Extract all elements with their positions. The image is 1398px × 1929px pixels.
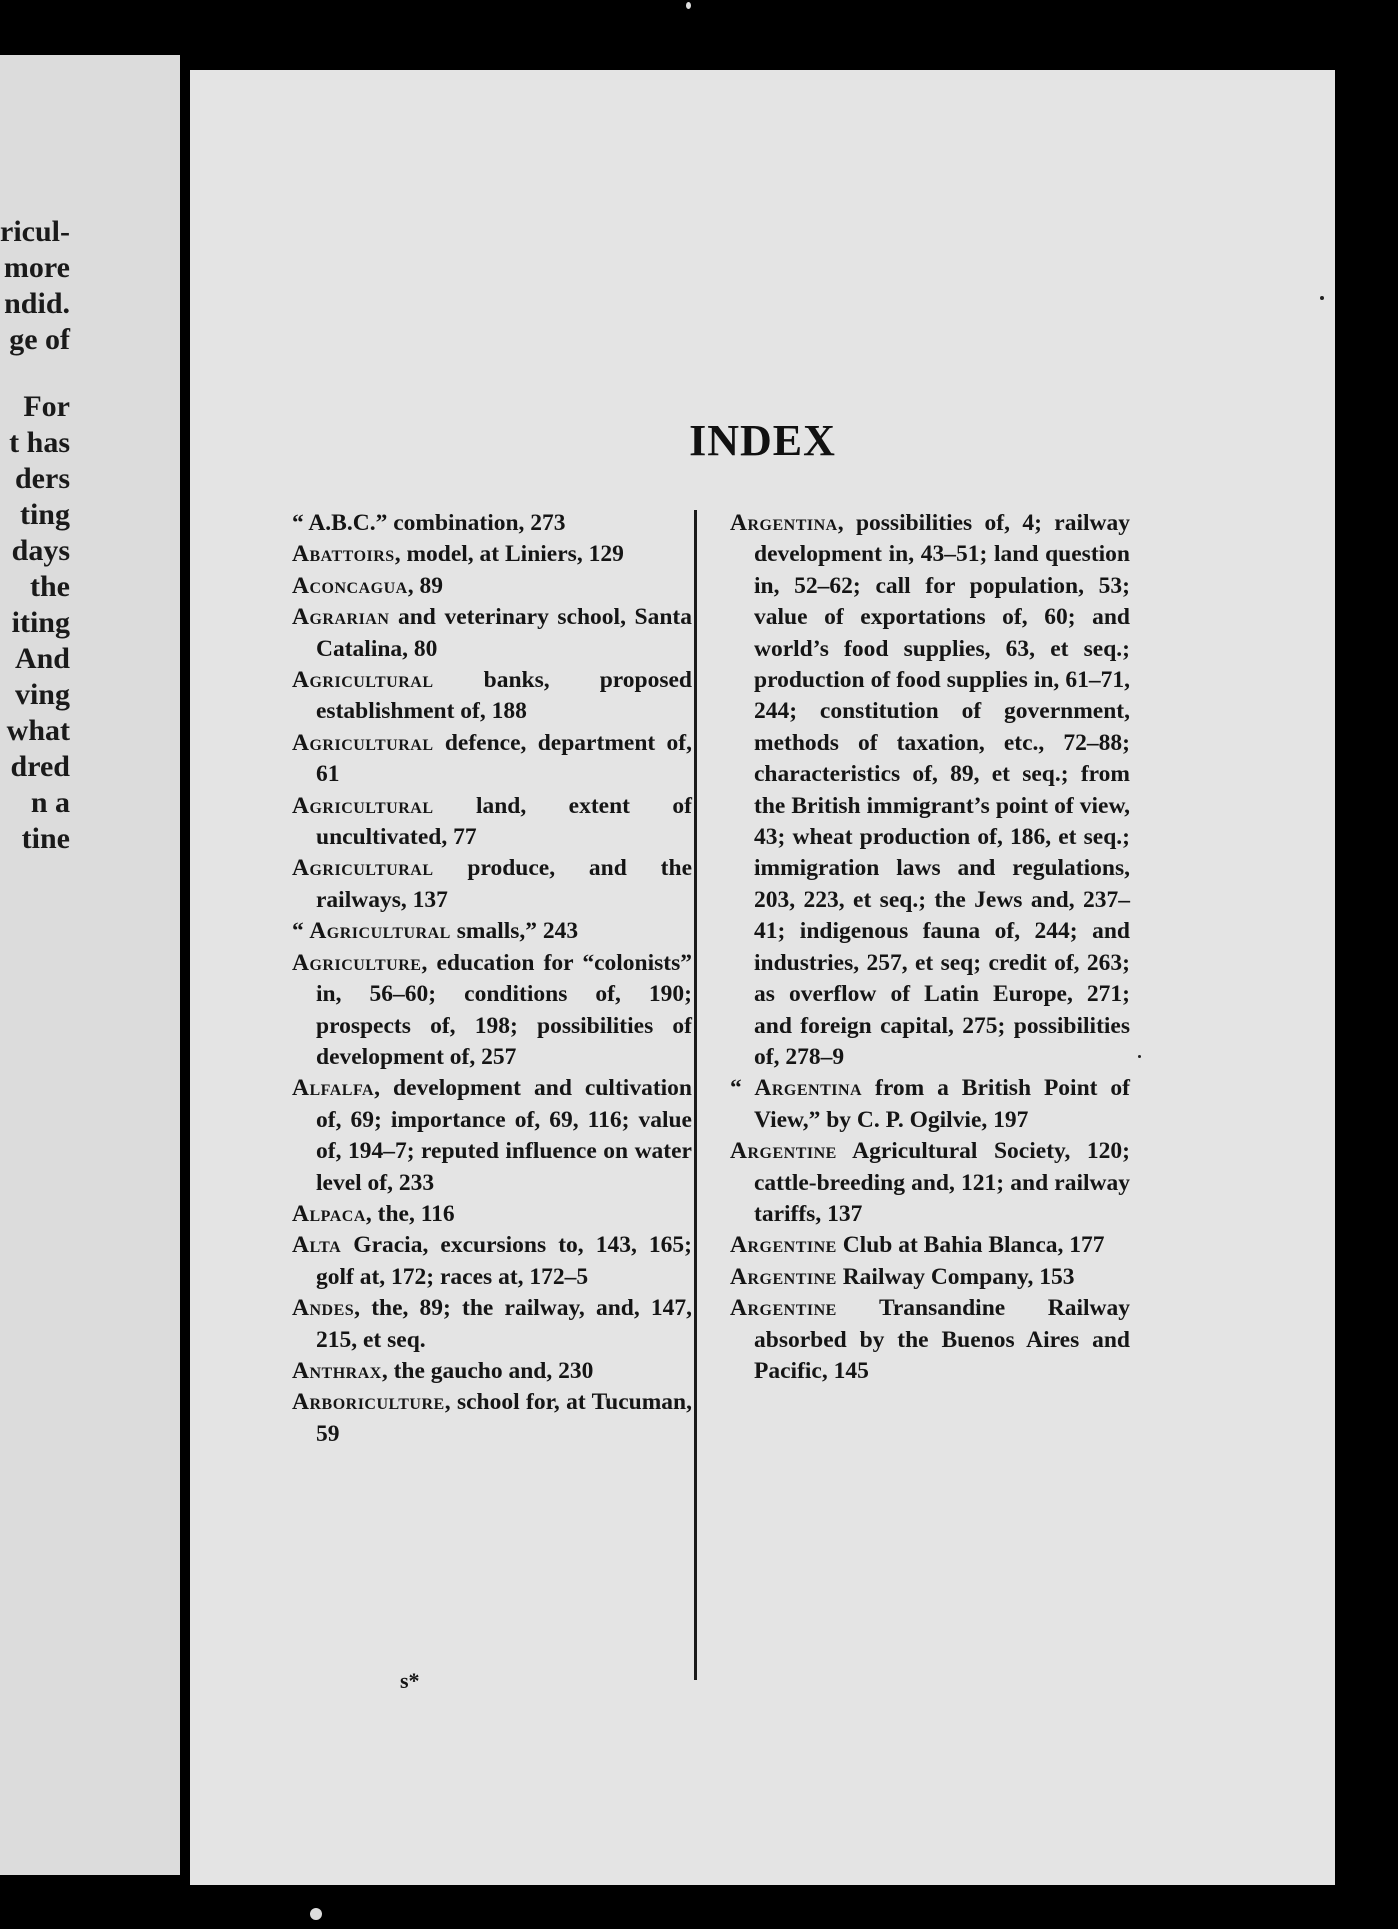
fragment-line: n a	[30, 786, 70, 819]
index-entry	[292, 539, 692, 570]
entry-text: , the, 89; the railway, and, 147, 215, et seq.	[316, 1295, 692, 1353]
fragment-line: days	[11, 534, 70, 567]
signature-mark: s*	[400, 1668, 420, 1693]
index-column-right	[730, 508, 1130, 1387]
entry-heading: Anthrax	[292, 1357, 382, 1384]
fragment-line: For	[23, 390, 70, 423]
entry-text: , 89	[407, 572, 443, 599]
entry-heading: Agrarian	[292, 604, 390, 631]
index-entry	[292, 571, 692, 602]
index-entry	[730, 1073, 1130, 1136]
fragment-line: And	[14, 642, 70, 675]
scan-speck	[1138, 1055, 1141, 1058]
index-entry	[292, 508, 692, 539]
index-entry	[730, 1262, 1130, 1293]
entry-text: , education for “colonists” in, 56–60; conditions of, 190; prospects of, 198; possibilities of development of, 257	[316, 949, 692, 1070]
index-entry	[730, 1293, 1130, 1387]
entry-text: , development and cultivation of, 69; importance of, 69, 116; value of, 194–7; reputed influence on water level of, 233	[316, 1075, 692, 1196]
entry-heading: “ Agricultural	[292, 918, 451, 945]
entry-heading: Alta	[292, 1232, 342, 1259]
scan-speck	[310, 1908, 322, 1920]
fragment-line: more	[3, 251, 70, 284]
entry-heading: “ Argentina	[730, 1075, 863, 1102]
entry-text: Transandine Railway absorbed by the Buenos Aires and Pacific, 145	[754, 1295, 1130, 1384]
index-column-left	[292, 508, 692, 1450]
entry-heading: Argentina	[730, 510, 838, 536]
fragment-line: t has	[9, 426, 70, 459]
facing-page-fragment	[0, 55, 180, 1875]
fragment-line: what	[6, 714, 70, 747]
index-entry	[292, 853, 692, 916]
fragment-line: tine	[21, 822, 70, 855]
entry-heading: Agricultural	[292, 792, 434, 819]
entry-text: Club at Bahia Blanca, 177	[836, 1232, 1105, 1259]
fragment-line: ndid.	[4, 287, 70, 320]
fragment-line: dred	[10, 750, 70, 783]
index-entry	[292, 1356, 692, 1387]
fragment-line: ge of	[9, 323, 70, 356]
entry-text: defence, department of, 61	[316, 729, 692, 788]
entry-text: Agricultural Society, 120; cattle-breeding and, 121; and railway tariffs, 137	[754, 1138, 1130, 1227]
entry-text: , the, 116	[365, 1200, 455, 1227]
entry-heading: Agricultural	[292, 729, 434, 756]
fragment-line: ting	[19, 498, 70, 531]
entry-heading: Alfalfa	[292, 1075, 375, 1102]
index-entry	[292, 1387, 692, 1450]
entry-text: , the gaucho and, 230	[381, 1357, 594, 1384]
entry-text: banks, proposed establishment of, 188	[316, 667, 692, 725]
entry-text: and veterinary school, Santa Catalina, 80	[316, 604, 692, 662]
fragment-line: ders	[15, 462, 70, 495]
entry-text: Gracia, excursions to, 143, 165; golf at, 172; races at, 172–5	[316, 1232, 692, 1290]
entry-heading: Argentine	[730, 1295, 837, 1322]
index-entry	[730, 508, 1130, 1073]
index-entry	[292, 665, 692, 728]
entry-text: , possibilities of, 4; railway development in, 43–51; land question in, 52–62; call for population, 53; value of exportations of, 60; and world’s food supplies, 63, et seq.; production of food supplies in, 61–71, 244; constitution of government, methods of taxation, etc., 72–88; characteristics of, 89, et seq.; from the British immigrant’s point of view, 43; wheat production of, 186, et seq.; immigration laws and regulations, 203, 223, et seq.; the Jews and, 237–41; indigenous fauna of, 244; and industries, 257, et seq; credit of, 263; as overflow of Latin Europe, 271; and foreign capital, 275; possibilities of, 278–9	[754, 510, 1130, 1070]
index-entry	[292, 1293, 692, 1356]
entry-text: land, extent of uncultivated, 77	[316, 792, 692, 851]
index-entry	[292, 602, 692, 665]
index-page	[190, 70, 1335, 1885]
entry-heading: Agriculture	[292, 949, 422, 976]
entry-heading: Aconcagua	[292, 572, 408, 599]
entry-text: from a British Point of View,” by C. P. Ogilvie, 197	[754, 1075, 1130, 1133]
entry-heading: Agricultural	[292, 855, 434, 882]
entry-heading: Alpaca	[292, 1200, 366, 1227]
index-entry	[292, 948, 692, 1074]
entry-text: smalls,” 243	[450, 918, 579, 945]
index-entry	[292, 1073, 692, 1199]
entry-text: , school for, at Tucuman, 59	[316, 1389, 692, 1447]
fragment-line: the	[30, 570, 70, 603]
entry-text: , model, at Liniers, 129	[394, 541, 624, 568]
entry-text: “ A.B.C.” combination, 273	[292, 510, 566, 536]
entry-text: Railway Company, 153	[836, 1263, 1075, 1290]
index-entry	[730, 1136, 1130, 1230]
index-entry	[292, 728, 692, 791]
entry-heading: Argentine	[730, 1138, 837, 1165]
entry-heading: Arboriculture	[292, 1389, 445, 1416]
scan-speck	[686, 2, 691, 9]
entry-heading: Agricultural	[292, 667, 434, 694]
fragment-line: ving	[14, 678, 70, 711]
index-entry	[292, 791, 692, 854]
index-entry	[292, 1199, 692, 1230]
entry-text: produce, and the railways, 137	[316, 855, 692, 913]
fragment-line: ricul-	[0, 215, 70, 248]
fragment-line: iting	[11, 606, 70, 639]
scan-speck	[1320, 296, 1324, 300]
column-divider	[694, 510, 697, 1680]
index-entry	[730, 1230, 1130, 1261]
entry-heading: Andes	[292, 1295, 355, 1322]
page-title: INDEX	[689, 416, 836, 465]
index-entry	[292, 1230, 692, 1293]
entry-heading: Abattoirs	[292, 541, 395, 568]
entry-heading: Argentine	[730, 1232, 837, 1259]
index-entry	[292, 916, 692, 947]
entry-heading: Argentine	[730, 1263, 837, 1290]
